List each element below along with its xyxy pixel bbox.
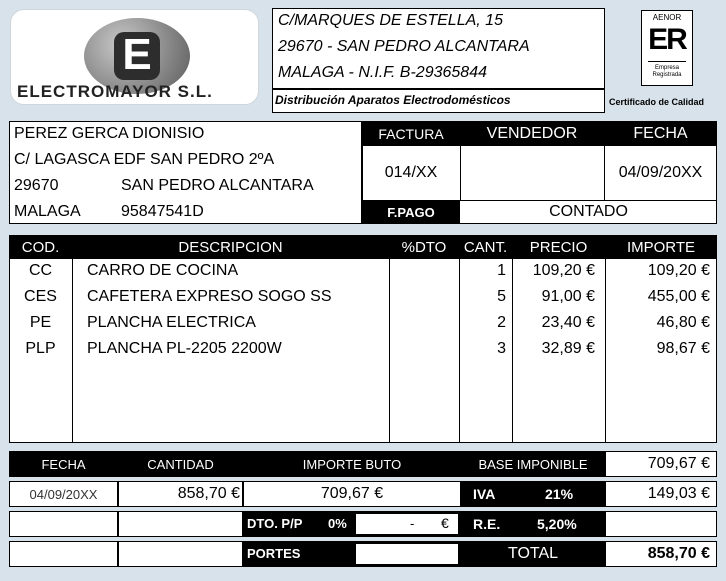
company-name: ELECTROMAYOR S.L. (17, 82, 213, 101)
totals-total-value: 858,70 € (647, 545, 710, 562)
col-header-importe: IMPORTE (626, 238, 696, 256)
aenor-mark: ER (648, 23, 686, 56)
table-row-desc: PLANCHA PL-2205 2200W (87, 340, 282, 357)
table-row-cod: CC (28, 262, 53, 279)
totals-iva-label: IVA (473, 486, 496, 502)
logo-letter: E (122, 30, 152, 79)
table-row-importe: 98,67 € (656, 340, 710, 357)
table-row-cant: 3 (497, 340, 506, 357)
totals-re-label: R.E. (473, 516, 501, 532)
totals-base-value: 709,67 € (647, 455, 710, 472)
aenor-certificate (641, 10, 693, 86)
totals-dto-pct: 0% (328, 516, 347, 531)
totals-re-pct: 5,20% (537, 516, 577, 532)
totals-importe-bruto-value: 709,67 € (320, 485, 384, 502)
customer-postal-code: 29670 (14, 177, 59, 194)
table-row-precio: 109,20 € (532, 262, 595, 279)
col-header-precio: PRECIO (529, 238, 588, 256)
table-row-cod: PE (29, 314, 52, 331)
totals-dto-value: - (410, 516, 415, 531)
totals-total-label: TOTAL (507, 545, 559, 562)
col-header-descripcion: DESCRIPCION (178, 238, 283, 256)
totals-base-label: BASE IMPONIBLE (478, 456, 588, 472)
table-row-cod: PLP (25, 340, 56, 357)
totals-importe-bruto-label: IMPORTE BUTO (302, 456, 402, 472)
col-header-cod: COD. (21, 238, 60, 256)
fecha-value: 04/09/20XX (618, 164, 703, 181)
col-header-dto: %DTO (401, 238, 447, 256)
table-row-importe: 109,20 € (647, 262, 710, 279)
table-row-desc: CARRO DE COCINA (87, 262, 239, 279)
vendedor-value (460, 146, 604, 200)
totals-dto-label: DTO. P/P (247, 516, 303, 531)
fpago-value: CONTADO (549, 203, 628, 220)
company-address-line3: MALAGA - N.I.F. B-29365844 (278, 64, 487, 81)
totals-iva-pct: 21% (545, 486, 574, 502)
table-row-desc: CAFETERA EXPRESO SOGO SS (87, 288, 332, 305)
certificate-caption: Certificado de Calidad (609, 97, 705, 107)
totals-fecha-value: 04/09/20XX (29, 486, 98, 502)
table-row-importe: 46,80 € (656, 314, 710, 331)
aenor-sub2: Registrada (652, 72, 682, 78)
company-activity: Distribución Aparatos Electrodomésticos (275, 93, 511, 107)
totals-iva-value: 149,03 € (647, 485, 710, 502)
table-row-cant: 5 (497, 288, 506, 305)
table-row-importe: 455,00 € (647, 288, 710, 305)
customer-nif: 95847541D (121, 203, 204, 220)
table-row-desc: PLANCHA ELECTRICA (87, 314, 256, 331)
table-row-cant: 1 (497, 262, 506, 279)
fpago-label: F.PAGO (362, 200, 460, 224)
totals-portes-label: PORTES (247, 546, 301, 561)
company-logo-panel (10, 9, 259, 105)
table-row-cant: 2 (497, 314, 506, 331)
fecha-label: FECHA (633, 124, 688, 142)
company-address-line2: 29670 - SAN PEDRO ALCANTARA (278, 38, 530, 55)
table-row-precio: 32,89 € (541, 340, 595, 357)
customer-province: MALAGA (14, 203, 81, 220)
totals-cantidad-label: CANTIDAD (147, 456, 214, 472)
table-row-precio: 91,00 € (541, 288, 595, 305)
customer-name: PEREZ GERCA DIONISIO (14, 125, 205, 142)
vendedor-label: VENDEDOR (486, 124, 578, 142)
table-row-precio: 23,40 € (541, 314, 595, 331)
customer-street: C/ LAGASCA EDF SAN PEDRO 2ºA (14, 151, 275, 168)
customer-city: SAN PEDRO ALCANTARA (121, 177, 314, 194)
aenor-org: AENOR (652, 13, 682, 22)
totals-fecha-label: FECHA (41, 456, 86, 472)
totals-dto-currency: € (441, 515, 449, 531)
factura-value: 014/XX (384, 164, 438, 181)
totals-cantidad-value: 858,70 € (177, 485, 240, 502)
company-address-line1: C/MARQUES DE ESTELLA, 15 (278, 12, 503, 29)
factura-label: FACTURA (378, 125, 444, 142)
col-header-cant: CANT. (463, 238, 508, 256)
aenor-sub1: Empresa (654, 65, 679, 71)
table-row-cod: CES (24, 288, 57, 305)
